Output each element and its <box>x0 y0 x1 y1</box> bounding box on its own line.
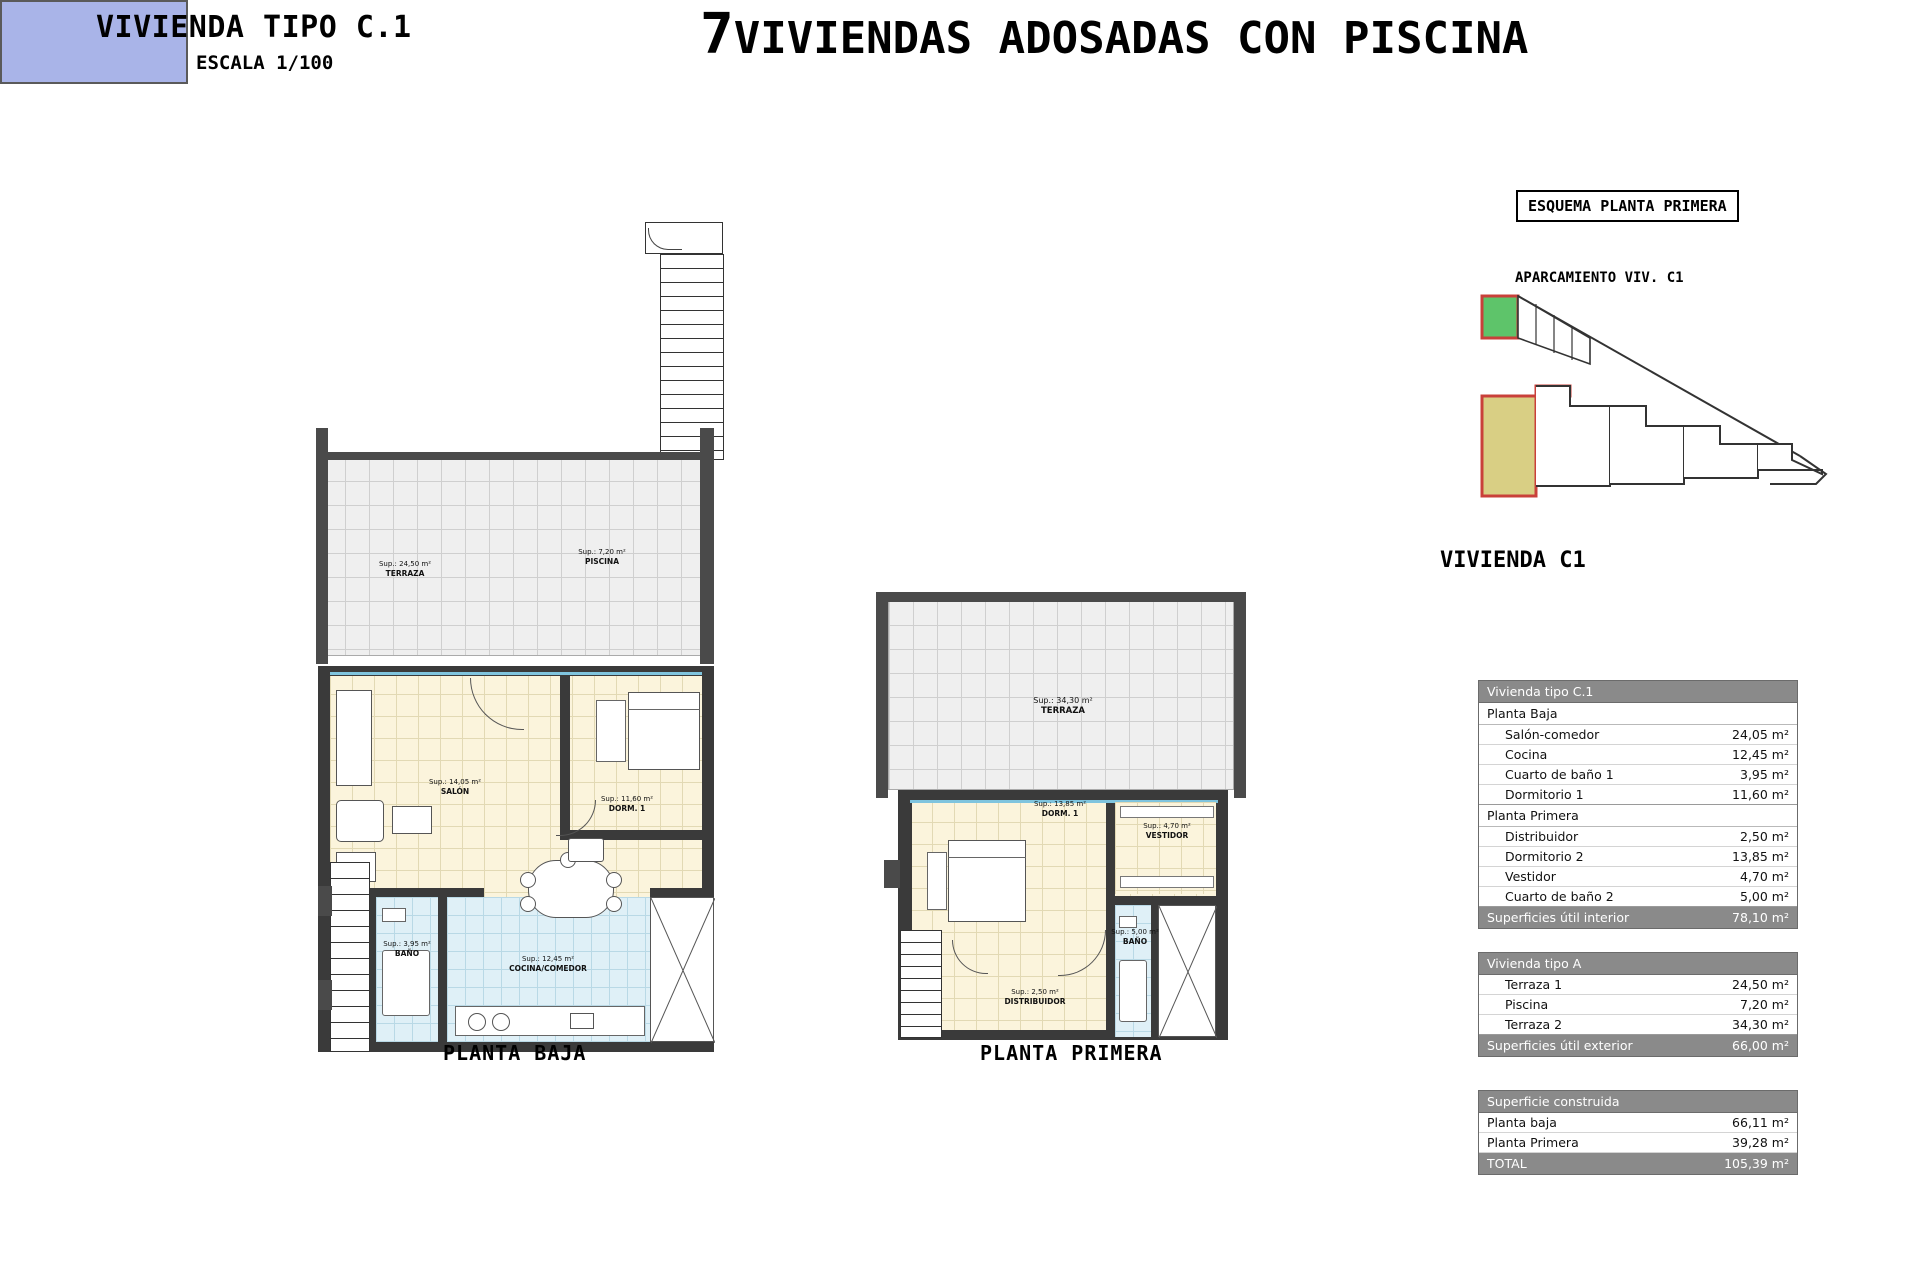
schema-title-box: ESQUEMA PLANTA PRIMERA <box>1516 190 1739 222</box>
wall-first-partition-bath-right <box>1150 904 1158 1040</box>
dining-chair-1 <box>520 872 536 888</box>
table-row: Planta baja 66,11 m² <box>1479 1113 1797 1133</box>
wall-first-partition-bath-left <box>1106 896 1115 1040</box>
furniture-bed-1-pillow <box>628 692 700 710</box>
table-row: Cocina 12,45 m² <box>1479 745 1797 765</box>
table-row: Terraza 2 34,30 m² <box>1479 1015 1797 1035</box>
wall-jog-left-1 <box>318 886 332 916</box>
label-bano-first: Sup.: 5,00 m² BAÑO <box>1111 928 1159 946</box>
fixture-bathtub <box>382 950 430 1016</box>
main-title-text: VIVIENDAS ADOSADAS CON PISCINA <box>733 13 1529 64</box>
dining-chair-4 <box>606 896 622 912</box>
table-exterior-header: Vivienda tipo A <box>1479 953 1797 975</box>
furniture-bed-2-pillow <box>948 840 1026 858</box>
furniture-wardrobe-1 <box>596 700 626 762</box>
closet-shelf-1 <box>1120 806 1214 818</box>
table-built-surface <box>1478 1090 1798 1175</box>
label-piscina: Sup.: 7,20 m² PISCINA <box>578 548 626 566</box>
label-vestidor: Sup.: 4,70 m² VESTIDOR <box>1143 822 1191 840</box>
stair-treads-first <box>900 930 942 1038</box>
label-terraza-first: Sup.: 34,30 m² TERRAZA <box>1033 696 1093 716</box>
furniture-dining-table <box>528 860 614 918</box>
kitchen-sink <box>570 1013 594 1029</box>
label-cocina-comedor: Sup.: 12,45 m² COCINA/COMEDOR <box>509 955 587 973</box>
table-row: Dormitorio 1 11,60 m² <box>1479 785 1797 805</box>
label-dormitorio-2: Sup.: 13,85 m² DORM. 1 <box>1033 800 1087 818</box>
wall-terrace-right <box>700 428 714 664</box>
table-interior-header: Vivienda tipo C.1 <box>1479 681 1797 703</box>
wall-first-partition-bath-top <box>1106 896 1218 905</box>
table-row: Cuarto de baño 2 5,00 m² <box>1479 887 1797 907</box>
table-built-header: Superficie construida <box>1479 1091 1797 1113</box>
page-title: VIVIENDA TIPO C.1 <box>96 10 412 45</box>
table-row: Vestidor 4,70 m² <box>1479 867 1797 887</box>
wall-terrace-top <box>316 452 714 460</box>
wall-first-right <box>1216 790 1228 1040</box>
fixture-sink-2 <box>1119 916 1137 928</box>
patio-cross-ground <box>650 897 714 1042</box>
wall-jog-left-2 <box>318 980 332 1010</box>
schema-parking-label: APARCAMIENTO VIV. C1 <box>1515 270 1684 286</box>
table-row: Distribuidor 2,50 m² <box>1479 827 1797 847</box>
glazing-line-ground <box>330 672 702 675</box>
label-salon: Sup.: 14,05 m² SALÓN <box>428 778 482 796</box>
stair-treads-ground <box>330 862 370 1052</box>
table-row: Dormitorio 2 13,85 m² <box>1479 847 1797 867</box>
table-row: Cuarto de baño 1 3,95 m² <box>1479 765 1797 785</box>
caption-planta-baja: PLANTA BAJA <box>443 1041 587 1065</box>
table-row: Piscina 7,20 m² <box>1479 995 1797 1015</box>
schema-diagram <box>1470 278 1870 543</box>
caption-planta-primera: PLANTA PRIMERA <box>980 1041 1163 1065</box>
main-title <box>700 2 1528 67</box>
table-row: Salón-comedor 24,05 m² <box>1479 725 1797 745</box>
dining-chair-3 <box>606 872 622 888</box>
fixture-sink <box>382 908 406 922</box>
wall-terrace-left-lower <box>316 600 328 664</box>
wall-partition-bath-right <box>438 888 447 1052</box>
wall-partition-right-low <box>650 888 714 897</box>
stove-burner-right <box>492 1013 510 1031</box>
table-interior-footer: Superficies útil interior 78,10 m² <box>1479 907 1797 928</box>
schema-caption: VIVIENDA C1 <box>1440 548 1586 573</box>
table-row: Planta Primera 39,28 m² <box>1479 1133 1797 1153</box>
table-exterior-footer: Superficies útil exterior 66,00 m² <box>1479 1035 1797 1056</box>
furniture-sofa-a <box>336 690 372 786</box>
wall-terrace2-right <box>1234 592 1246 798</box>
table-built-footer: TOTAL 105,39 m² <box>1479 1153 1797 1174</box>
wall-partition-bath-top <box>366 888 484 897</box>
wall-terrace2-top <box>876 592 1246 602</box>
stove-burner-left <box>468 1013 486 1031</box>
table-interior-section-0: Planta Baja <box>1479 703 1797 725</box>
label-terraza-ground: Sup.: 24,50 m² TERRAZA <box>378 560 432 578</box>
table-interior-section-1: Planta Primera <box>1479 805 1797 827</box>
furniture-wardrobe-2 <box>927 852 947 910</box>
wall-jog-first-left <box>884 860 900 888</box>
stair-treads-top <box>660 254 724 460</box>
scale-label: ESCALA 1/100 <box>196 52 334 74</box>
table-exterior-surfaces <box>1478 952 1798 1057</box>
label-distribuidor: Sup.: 2,50 m² DISTRIBUIDOR <box>1004 988 1066 1006</box>
dining-chair-2 <box>520 896 536 912</box>
terrace-area-first <box>888 600 1234 790</box>
table-interior-surfaces <box>1478 680 1798 929</box>
main-title-number: 7 <box>700 2 734 67</box>
furniture-coffee-table <box>392 806 432 834</box>
patio-cross-first <box>1158 905 1216 1037</box>
furniture-armchair <box>336 800 384 842</box>
label-bano-ground: Sup.: 3,95 m² BAÑO <box>383 940 431 958</box>
wall-terrace2-left <box>876 592 888 798</box>
closet-shelf-2 <box>1120 876 1214 888</box>
label-dormitorio-1: Sup.: 11,60 m² DORM. 1 <box>600 795 654 813</box>
fixture-bathtub-2 <box>1119 960 1147 1022</box>
furniture-console <box>568 838 604 862</box>
table-row: Terraza 1 24,50 m² <box>1479 975 1797 995</box>
